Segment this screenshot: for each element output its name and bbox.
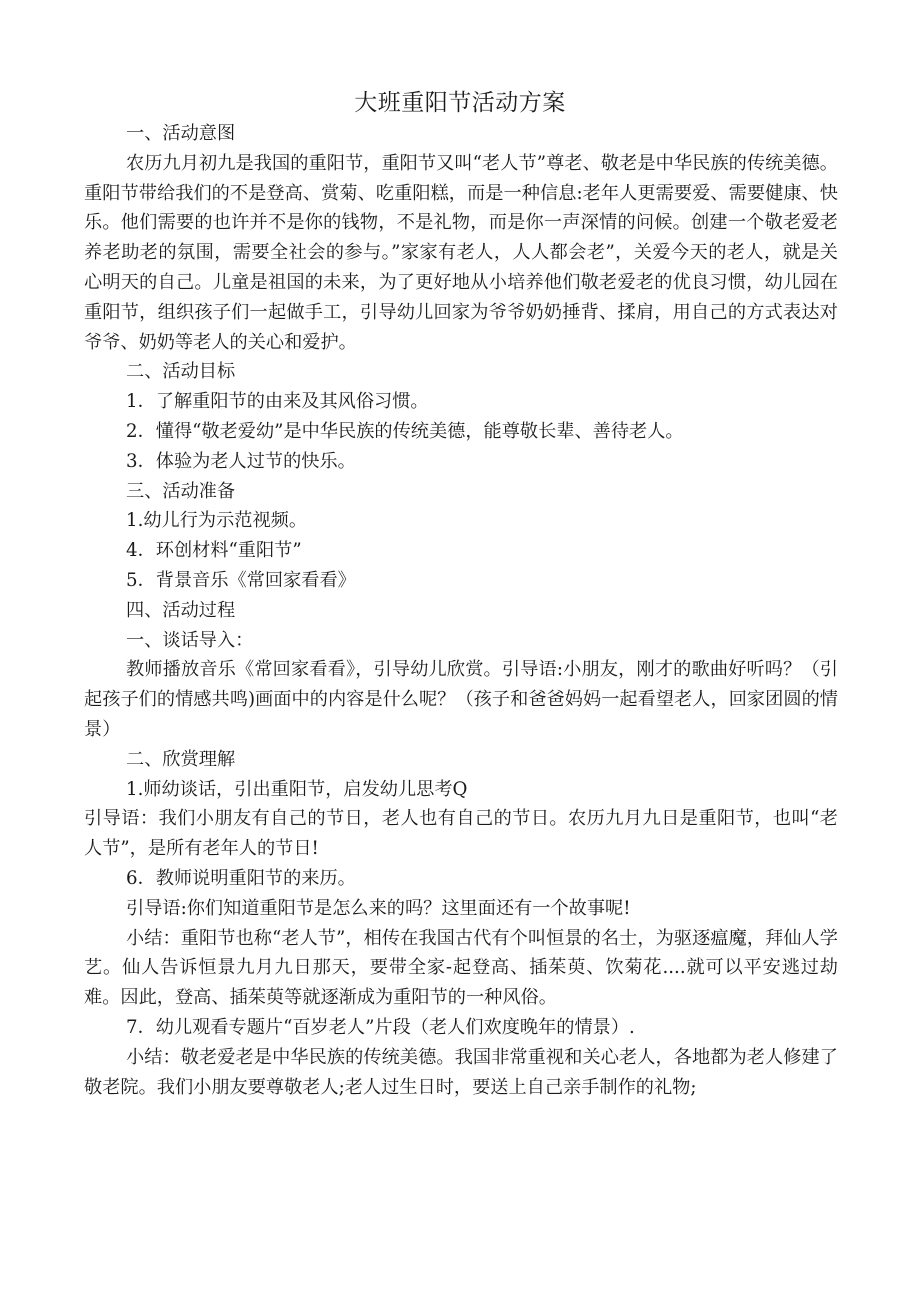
list-item: 6．教师说明重阳节的来历。 <box>126 867 356 889</box>
section-heading: 三、活动准备 <box>126 480 236 502</box>
list-item: 2．懂得“敬老爱幼”是中华民族的传统美德，能尊敬长辈、善待老人。 <box>126 420 684 442</box>
list-item: 7．幼儿观看专题片“百岁老人”片段（老人们欢度晚年的情景）. <box>126 1016 635 1038</box>
subsection-heading: 二、欣赏理解 <box>126 748 236 770</box>
subsection-heading: 一、谈话导入： <box>126 629 254 651</box>
body-paragraph: 小结：敬老爱老是中华民族的传统美德。我国非常重视和关心老人，各地都为老人修建了敬老院。我们小朋友要尊敬老人;老人过生日时，要送上自己亲手制作的礼物; <box>84 1046 838 1098</box>
section-heading: 二、活动目标 <box>126 361 236 383</box>
body-paragraph: 小结：重阳节也称“老人节”，相传在我国古代有个叫恒景的名士，为驱逐瘟魔，拜仙人学艺。仙人告诉恒景九月九日那天，要带全家-起登高、插茱萸、饮菊花....就可以平安逃过劫难。因此，登高、插茱萸等就逐渐成为重阳节的一种风俗。 <box>84 927 838 1009</box>
list-item: 5．背景音乐《常回家看看》 <box>126 569 356 591</box>
list-item: 1．了解重阳节的由来及其风俗习惯。 <box>126 391 429 413</box>
body-paragraph: 引导语:你们知道重阳节是怎么来的吗？这里面还有一个故事呢! <box>126 897 631 919</box>
list-item: 4．环创材料“重阳节” <box>126 540 302 562</box>
document-body <box>84 119 838 1102</box>
body-paragraph: 农历九月初九是我国的重阳节，重阳节又叫“老人节”尊老、敬老是中华民族的传统美德。重阳节带给我们的不是登高、赏菊、吃重阳糕，而是一种信息:老年人更需要爱、需要健康、快乐。他们需要的也许并不是你的钱物，不是礼物，而是你一声深情的问候。创建一个敬老爱老养老助老的氛围，需要全社会的参与。”家家有老人，人人都会老”，关爱今天的老人，就是关心明天的自己。儿童是祖国的未来，为了更好地从小培养他们敬老爱老的优良习惯，幼儿园在重阳节，组织孩子们一起做手工，引导幼儿回家为爷爷奶奶捶背、揉肩，用自己的方式表达对爷爷、奶奶等老人的关心和爱护。 <box>84 152 838 353</box>
list-item: 1.幼儿行为示范视频。 <box>126 510 308 532</box>
section-heading: 一、活动意图 <box>126 123 236 144</box>
body-paragraph: 教师播放音乐《常回家看看》，引导幼儿欣赏。引导语:小朋友，刚才的歌曲好听吗？（引起孩子们的情感共鸣)画面中的内容是什么呢？（孩子和爸爸妈妈一起看望老人，回家团圆的情景） <box>84 659 838 740</box>
section-heading: 四、活动过程 <box>126 599 236 621</box>
document-title: 大班重阳节活动方案 <box>354 90 566 116</box>
list-item: 1.师幼谈话，引出重阳节，启发幼儿思考Q <box>126 778 468 800</box>
list-item: 3．体验为老人过节的快乐。 <box>126 450 356 472</box>
body-paragraph: 引导语：我们小朋友有自己的节日，老人也有自己的节日。农历九月九日是重阳节，也叫“老人节”，是所有老年人的节日! <box>84 808 838 860</box>
